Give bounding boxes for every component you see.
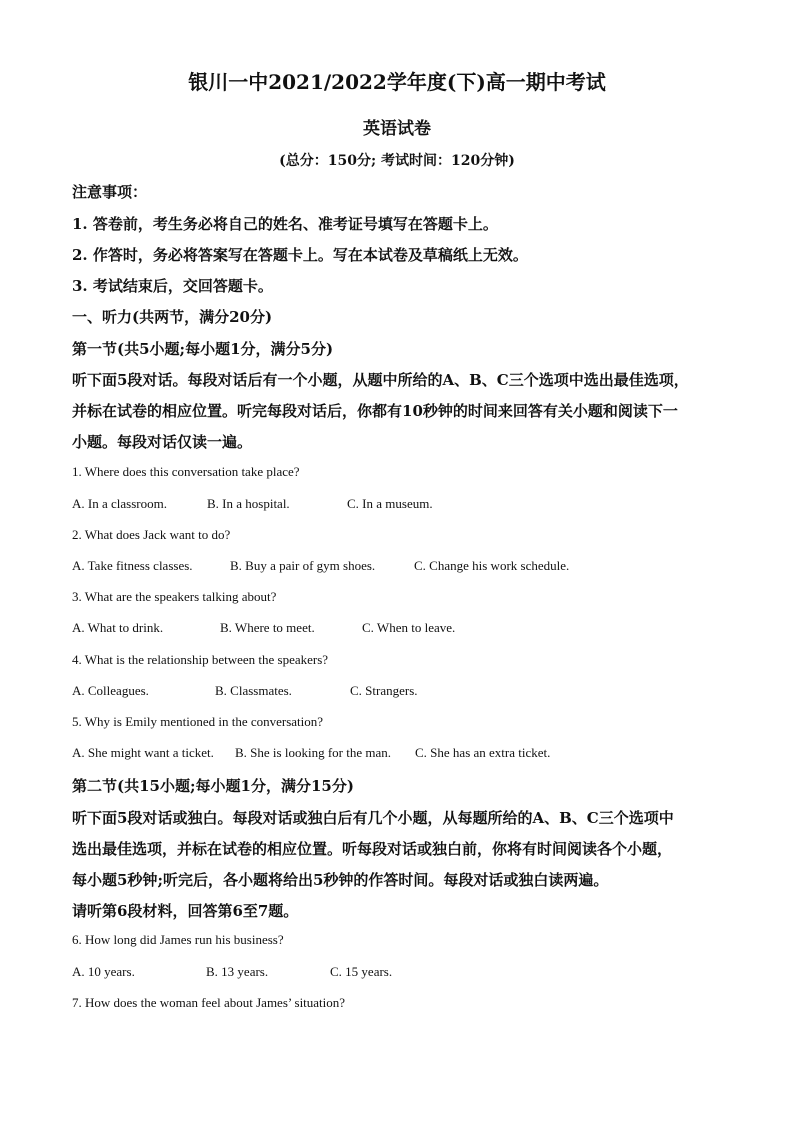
option-c: C. Strangers. <box>350 683 418 698</box>
question-5: 5. Why is Emily mentioned in the conversation? <box>72 714 324 729</box>
exam-subtitle: 英语试卷 <box>363 119 431 139</box>
option-a: A. In a classroom. <box>72 496 167 511</box>
question-6: 6. How long did James run his business? <box>72 932 284 947</box>
section1-instruction: 并标在试卷的相应位置。听完每段对话后，你都有10秒钟的时间来回答有关小题和阅读下一 <box>72 402 678 420</box>
section2-instruction: 选出最佳选项，并标在试卷的相应位置。听每段对话或独白前，你将有时间阅读各个小题， <box>72 840 673 858</box>
question-1: 1. Where does this conversation take place? <box>72 464 300 479</box>
option-b: B. 13 years. <box>206 964 269 979</box>
section2-instruction: 每小题5秒钟;听完后，各小题将给出5秒钟的作答时间。每段对话或独白读两遍。 <box>72 871 609 889</box>
option-c: C. In a museum. <box>347 496 433 511</box>
section2-heading: 第二节(共15小题;每小题1分，满分15分) <box>72 777 354 795</box>
option-b: B. Buy a pair of gym shoes. <box>230 558 376 573</box>
part1-heading: 一、听力(共两节，满分20分) <box>72 308 273 326</box>
section2-instruction: 听下面5段对话或独白。每段对话或独白后有几个小题，从每题所给的A、B、C三个选项中 <box>72 809 674 827</box>
note-item: 1. 答卷前，考生务必将自己的姓名、准考证号填写在答题卡上。 <box>72 215 498 233</box>
notes-heading: 注意事项： <box>72 183 148 201</box>
section1-instruction: 听下面5段对话。每段对话后有一个小题，从题中所给的A、B、C三个选项中选出最佳选项， <box>72 371 689 389</box>
material-instruction: 请听第6段材料，回答第6至7题。 <box>72 902 299 920</box>
section1-instruction: 小题。每段对话仅读一遍。 <box>72 433 253 451</box>
option-c: C. She has an extra ticket. <box>415 745 551 760</box>
question-2: 2. What does Jack want to do? <box>72 527 231 542</box>
question-7: 7. How does the woman feel about James’ situation? <box>72 995 346 1010</box>
exam-title: 银川一中2021/2022学年度(下)高一期中考试 <box>188 70 606 94</box>
question-3: 3. What are the speakers talking about? <box>72 589 277 604</box>
option-a: A. What to drink. <box>72 620 164 635</box>
note-item: 3. 考试结束后，交回答题卡。 <box>72 277 273 295</box>
option-a: A. She might want a ticket. <box>72 745 214 760</box>
option-c: C. When to leave. <box>362 620 456 635</box>
question-4: 4. What is the relationship between the speakers? <box>72 652 329 667</box>
option-b: B. In a hospital. <box>207 496 290 511</box>
option-c: C. Change his work schedule. <box>414 558 570 573</box>
option-a: A. Take fitness classes. <box>72 558 193 573</box>
option-c: C. 15 years. <box>330 964 393 979</box>
option-b: B. She is looking for the man. <box>235 745 391 760</box>
option-a: A. Colleagues. <box>72 683 149 698</box>
option-b: B. Classmates. <box>215 683 292 698</box>
section1-heading: 第一节(共5小题;每小题1分，满分5分) <box>72 340 334 358</box>
option-a: A. 10 years. <box>72 964 135 979</box>
note-item: 2. 作答时，务必将答案写在答题卡上。写在本试卷及草稿纸上无效。 <box>72 246 528 264</box>
option-b: B. Where to meet. <box>220 620 315 635</box>
exam-info: (总分：150分; 考试时间：120分钟) <box>279 153 515 169</box>
